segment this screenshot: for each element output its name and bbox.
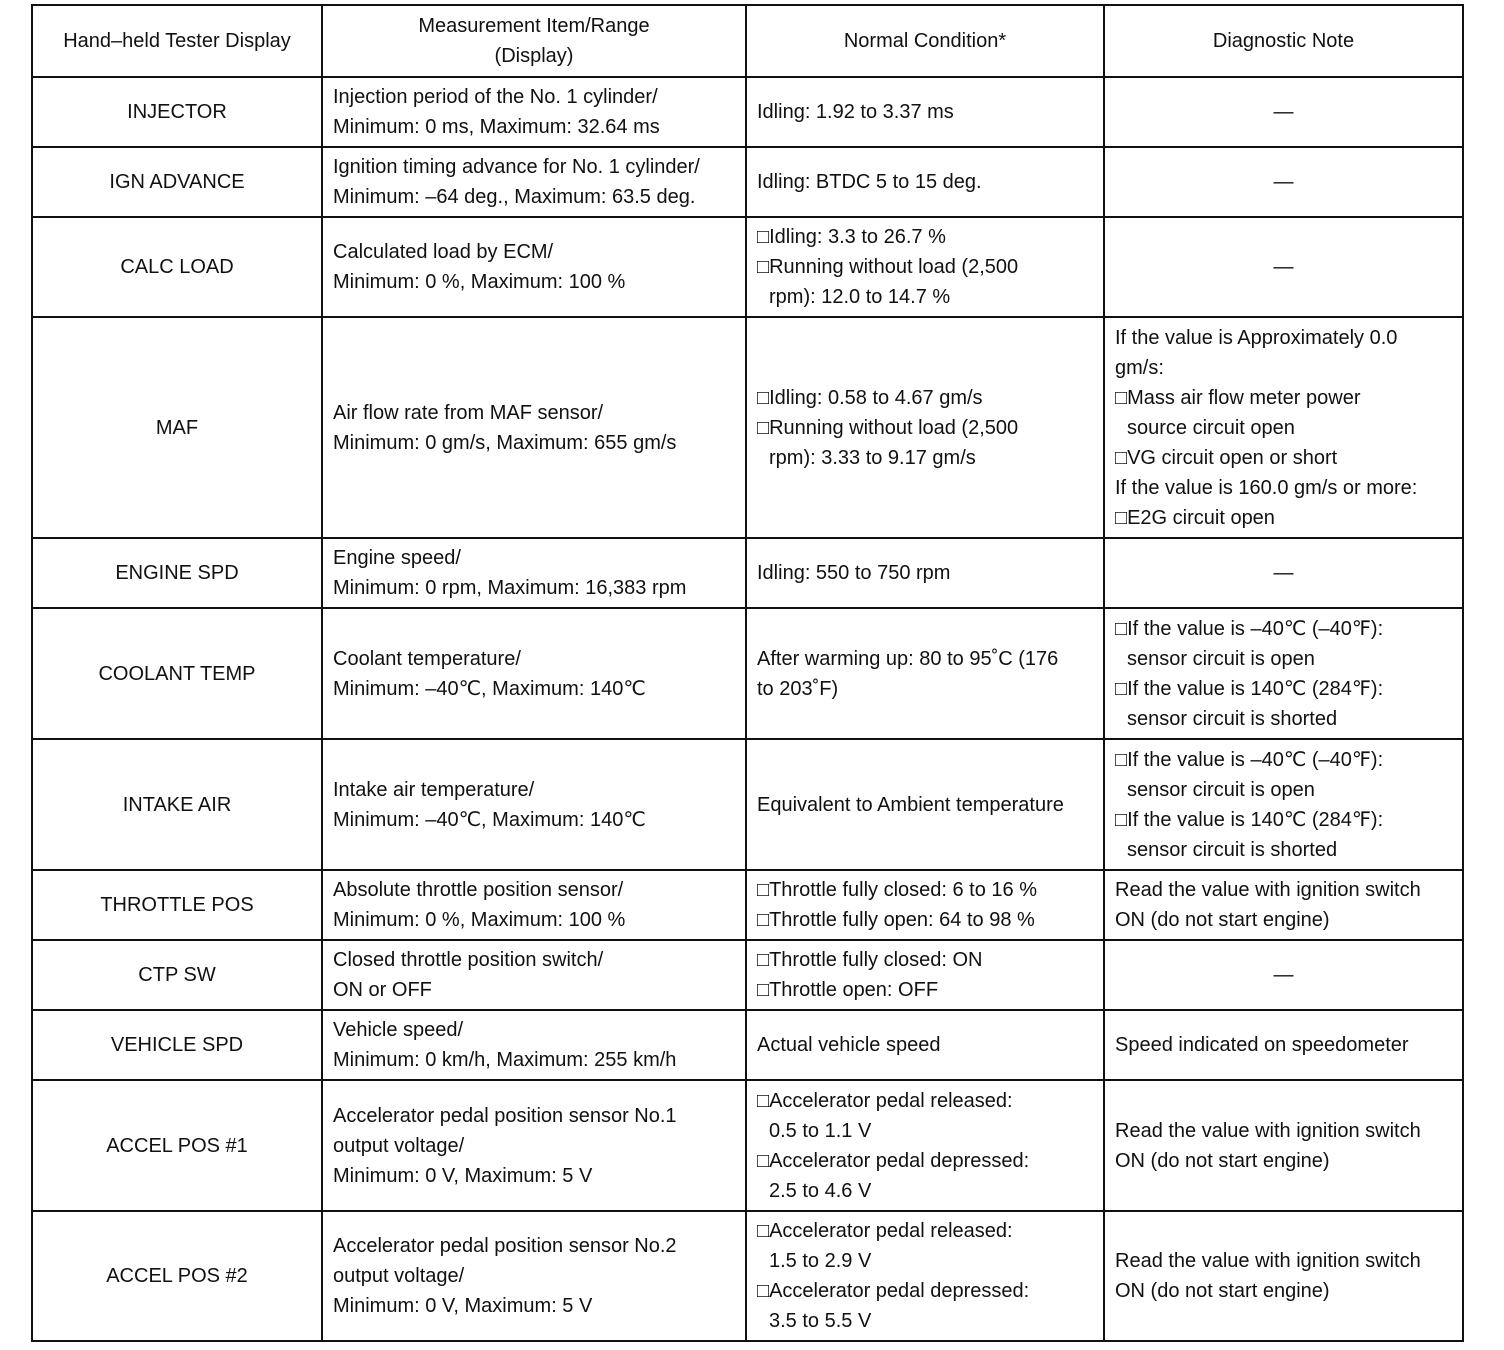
cell-text-line: 2.5 to 4.6 V xyxy=(769,1179,872,1202)
not-applicable-dash: — xyxy=(1273,964,1294,986)
cell-text-line: □If the value is 140℃ (284℉): xyxy=(1115,677,1384,700)
cell-text-line: sensor circuit is open xyxy=(1127,647,1315,670)
table-row xyxy=(32,739,1463,870)
cell-text-line: Minimum: 0 %, Maximum: 100 % xyxy=(333,909,626,931)
normal-condition-cell xyxy=(746,317,1104,538)
cell-text-line: Idling: 550 to 750 rpm xyxy=(757,562,951,584)
data-list-table xyxy=(31,4,1464,1342)
tester-display-cell: IGN ADVANCE xyxy=(32,147,322,217)
cell-text-line: 0.5 to 1.1 V xyxy=(769,1119,872,1142)
cell-text-line: Read the value with ignition switch xyxy=(1115,1250,1421,1272)
cell-text-line: ON (do not start engine) xyxy=(1115,909,1330,931)
cell-text-line: Minimum: –40℃, Maximum: 140℃ xyxy=(333,677,646,700)
cell-text-line: Minimum: 0 V, Maximum: 5 V xyxy=(333,1164,593,1187)
table-row xyxy=(32,1010,1463,1080)
measurement-item-cell xyxy=(322,317,746,538)
cell-text-line: □Running without load (2,500 xyxy=(757,416,1019,439)
normal-condition-cell xyxy=(746,870,1104,940)
cell-text-line: Calculated load by ECM/ xyxy=(333,241,554,263)
cell-text-line: Minimum: –64 deg., Maximum: 63.5 deg. xyxy=(333,186,696,208)
measurement-item-cell xyxy=(322,77,746,147)
tester-display-cell: THROTTLE POS xyxy=(32,870,322,940)
cell-text-line: Minimum: –40℃, Maximum: 140℃ xyxy=(333,808,646,831)
tester-display-cell: CTP SW xyxy=(32,940,322,1010)
cell-text-line: □Idling: 3.3 to 26.7 % xyxy=(757,226,946,248)
cell-text-line: Accelerator pedal position sensor No.1 xyxy=(333,1104,677,1127)
diagnostic-note-cell xyxy=(1104,317,1463,538)
cell-text-line: Engine speed/ xyxy=(333,547,461,569)
diagnostic-note-cell xyxy=(1104,538,1463,608)
header-display: Hand–held Tester Display xyxy=(32,5,322,77)
table-row xyxy=(32,317,1463,538)
cell-text-line: Accelerator pedal position sensor No.2 xyxy=(333,1235,677,1257)
measurement-item-cell xyxy=(322,217,746,317)
table-row xyxy=(32,870,1463,940)
measurement-item-cell xyxy=(322,608,746,739)
header-measurement-item xyxy=(322,5,746,77)
cell-text-line: Speed indicated on speedometer xyxy=(1115,1034,1409,1056)
table-row xyxy=(32,608,1463,739)
cell-text-line: Read the value with ignition switch xyxy=(1115,1119,1421,1142)
not-applicable-dash: — xyxy=(1273,256,1294,278)
cell-text-line: sensor circuit is shorted xyxy=(1127,707,1338,730)
tester-display-cell: CALC LOAD xyxy=(32,217,322,317)
diagnostic-note-cell xyxy=(1104,739,1463,870)
cell-text-line: rpm): 12.0 to 14.7 % xyxy=(769,286,951,308)
cell-text-line: sensor circuit is shorted xyxy=(1127,838,1338,861)
cell-text-line: source circuit open xyxy=(1127,416,1295,439)
table-row xyxy=(32,1080,1463,1211)
cell-text-line: Intake air temperature/ xyxy=(333,778,535,801)
normal-condition-cell xyxy=(746,77,1104,147)
cell-text-line: □VG circuit open or short xyxy=(1115,446,1338,469)
header-item-line: Measurement Item/Range xyxy=(418,15,650,37)
measurement-item-cell xyxy=(322,940,746,1010)
cell-text-line: gm/s: xyxy=(1115,356,1164,379)
tester-display-cell: INJECTOR xyxy=(32,77,322,147)
table-row xyxy=(32,77,1463,147)
diagnostic-note-cell xyxy=(1104,940,1463,1010)
cell-text-line: If the value is Approximately 0.0 xyxy=(1115,326,1398,349)
tester-display-cell: MAF xyxy=(32,317,322,538)
cell-text-line: ON (do not start engine) xyxy=(1115,1149,1330,1172)
measurement-item-cell xyxy=(322,538,746,608)
cell-text-line: □If the value is –40℃ (–40℉): xyxy=(1115,617,1384,640)
header-item-line: (Display) xyxy=(494,45,574,67)
cell-text-line: to 203˚F) xyxy=(757,677,839,700)
measurement-item-cell xyxy=(322,870,746,940)
cell-text-line: □Mass air flow meter power xyxy=(1115,386,1361,409)
normal-condition-cell xyxy=(746,1010,1104,1080)
cell-text-line: Idling: 1.92 to 3.37 ms xyxy=(757,101,954,123)
cell-text-line: output voltage/ xyxy=(333,1134,465,1157)
normal-condition-cell xyxy=(746,940,1104,1010)
tester-display-cell: COOLANT TEMP xyxy=(32,608,322,739)
cell-text-line: 3.5 to 5.5 V xyxy=(769,1310,872,1332)
measurement-item-cell xyxy=(322,147,746,217)
not-applicable-dash: — xyxy=(1273,562,1294,584)
normal-condition-cell xyxy=(746,1211,1104,1341)
cell-text-line: Coolant temperature/ xyxy=(333,647,521,670)
cell-text-line: Absolute throttle position sensor/ xyxy=(333,879,624,901)
cell-text-line: □Accelerator pedal depressed: xyxy=(757,1149,1030,1172)
table-row xyxy=(32,147,1463,217)
cell-text-line: □Accelerator pedal depressed: xyxy=(757,1280,1030,1302)
diagnostic-note-cell xyxy=(1104,1010,1463,1080)
cell-text-line: □Throttle fully closed: 6 to 16 % xyxy=(757,879,1037,901)
cell-text-line: Minimum: 0 km/h, Maximum: 255 km/h xyxy=(333,1049,677,1071)
diagnostic-note-cell xyxy=(1104,217,1463,317)
cell-text-line: Minimum: 0 %, Maximum: 100 % xyxy=(333,271,626,293)
cell-text-line: Air flow rate from MAF sensor/ xyxy=(333,401,604,424)
measurement-item-cell xyxy=(322,1010,746,1080)
cell-text-line: □Accelerator pedal released: xyxy=(757,1220,1013,1242)
cell-text-line: Minimum: 0 gm/s, Maximum: 655 gm/s xyxy=(333,431,677,454)
table-row xyxy=(32,538,1463,608)
cell-text-line: Read the value with ignition switch xyxy=(1115,879,1421,901)
tester-display-cell: VEHICLE SPD xyxy=(32,1010,322,1080)
cell-text-line: Minimum: 0 ms, Maximum: 32.64 ms xyxy=(333,116,660,138)
cell-text-line: □Running without load (2,500 xyxy=(757,256,1019,278)
cell-text-line: Minimum: 0 rpm, Maximum: 16,383 rpm xyxy=(333,577,687,599)
tester-display-cell: ACCEL POS #1 xyxy=(32,1080,322,1211)
cell-text-line: □If the value is 140℃ (284℉): xyxy=(1115,808,1384,831)
cell-text-line: □Idling: 0.58 to 4.67 gm/s xyxy=(757,386,983,409)
not-applicable-dash: — xyxy=(1273,171,1294,193)
diagnostic-note-cell xyxy=(1104,77,1463,147)
measurement-item-cell xyxy=(322,1211,746,1341)
header-row xyxy=(32,5,1463,77)
cell-text-line: Closed throttle position switch/ xyxy=(333,949,604,971)
normal-condition-cell xyxy=(746,608,1104,739)
measurement-item-cell xyxy=(322,1080,746,1211)
table-row xyxy=(32,1211,1463,1341)
measurement-item-cell xyxy=(322,739,746,870)
diagnostic-note-cell xyxy=(1104,1211,1463,1341)
cell-text-line: □Accelerator pedal released: xyxy=(757,1089,1013,1112)
tester-display-cell: ENGINE SPD xyxy=(32,538,322,608)
cell-text-line: □Throttle fully closed: ON xyxy=(757,949,983,971)
diagnostic-note-cell xyxy=(1104,1080,1463,1211)
diagnostic-note-cell xyxy=(1104,870,1463,940)
cell-text-line: □Throttle fully open: 64 to 98 % xyxy=(757,909,1035,931)
table-row xyxy=(32,940,1463,1010)
cell-text-line: □E2G circuit open xyxy=(1115,506,1275,529)
cell-text-line: output voltage/ xyxy=(333,1265,465,1287)
cell-text-line: 1.5 to 2.9 V xyxy=(769,1250,872,1272)
diagnostic-note-cell xyxy=(1104,608,1463,739)
cell-text-line: rpm): 3.33 to 9.17 gm/s xyxy=(769,446,976,469)
not-applicable-dash: — xyxy=(1273,101,1294,123)
normal-condition-cell xyxy=(746,739,1104,870)
tester-display-cell: ACCEL POS #2 xyxy=(32,1211,322,1341)
cell-text-line: Injection period of the No. 1 cylinder/ xyxy=(333,86,658,108)
cell-text-line: Vehicle speed/ xyxy=(333,1019,464,1041)
cell-text-line: Idling: BTDC 5 to 15 deg. xyxy=(757,171,982,193)
header-diagnostic-note: Diagnostic Note xyxy=(1104,5,1463,77)
cell-text-line: Minimum: 0 V, Maximum: 5 V xyxy=(333,1295,593,1317)
cell-text-line: If the value is 160.0 gm/s or more: xyxy=(1115,476,1418,499)
cell-text-line: sensor circuit is open xyxy=(1127,778,1315,801)
header-normal-condition: Normal Condition* xyxy=(746,5,1104,77)
cell-text-line: Actual vehicle speed xyxy=(757,1034,941,1056)
normal-condition-cell xyxy=(746,217,1104,317)
cell-text-line: □Throttle open: OFF xyxy=(757,979,939,1001)
cell-text-line: ON (do not start engine) xyxy=(1115,1280,1330,1302)
cell-text-line: □If the value is –40℃ (–40℉): xyxy=(1115,748,1384,771)
cell-text-line: ON or OFF xyxy=(333,979,432,1001)
tester-display-cell: INTAKE AIR xyxy=(32,739,322,870)
diagnostic-note-cell xyxy=(1104,147,1463,217)
table-row xyxy=(32,217,1463,317)
normal-condition-cell xyxy=(746,147,1104,217)
cell-text-line: Ignition timing advance for No. 1 cylinder/ xyxy=(333,156,700,178)
normal-condition-cell xyxy=(746,538,1104,608)
cell-text-line: Equivalent to Ambient temperature xyxy=(757,793,1064,816)
normal-condition-cell xyxy=(746,1080,1104,1211)
cell-text-line: After warming up: 80 to 95˚C (176 xyxy=(757,647,1059,670)
